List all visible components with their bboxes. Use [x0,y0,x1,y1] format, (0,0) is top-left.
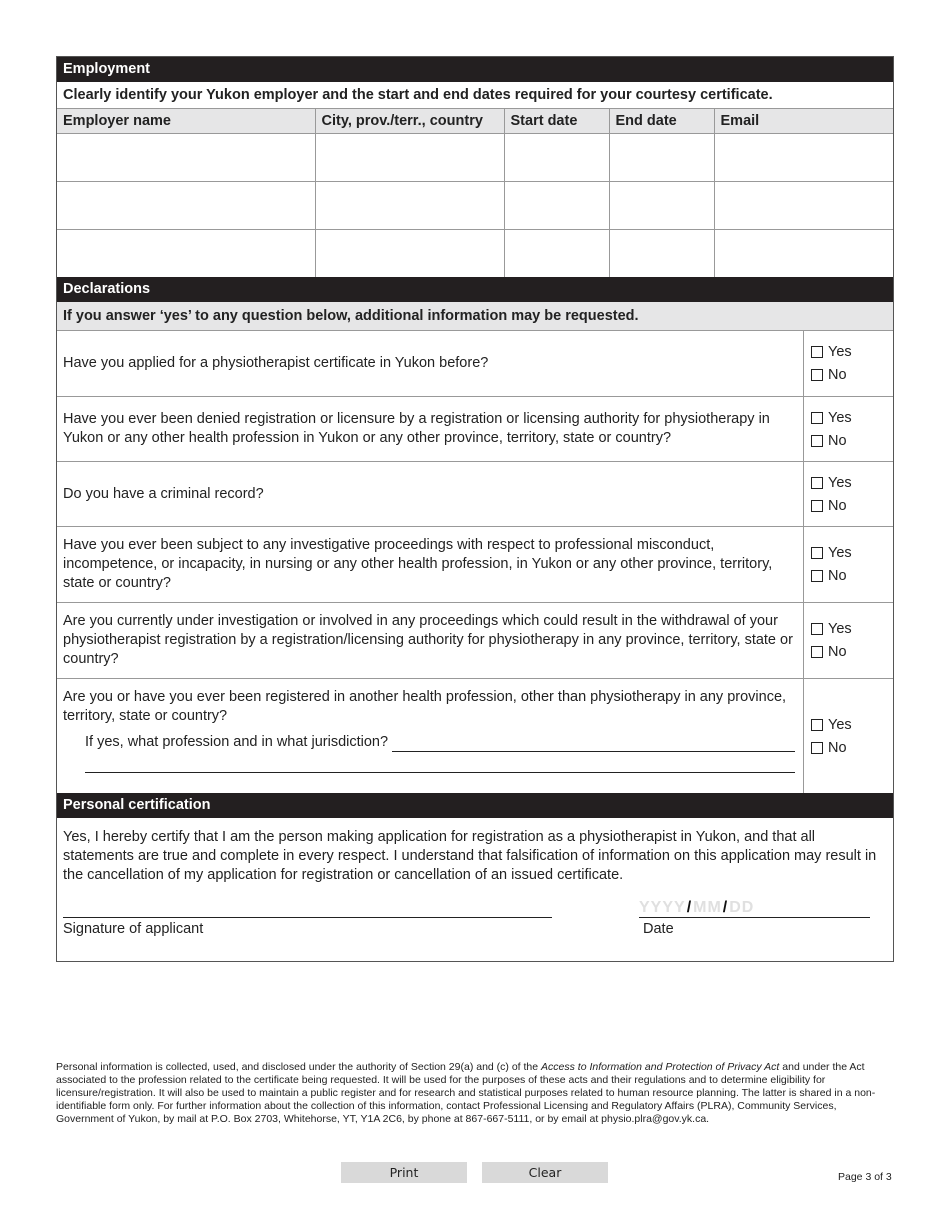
date-label: Date [643,921,674,937]
yes-label: Yes [828,621,852,637]
yes-label: Yes [828,716,852,733]
no-checkbox[interactable] [811,570,823,582]
no-label: No [828,432,847,449]
no-label: No [828,644,847,660]
no-label: No [828,497,847,514]
yes-option[interactable] [811,471,893,494]
city-field[interactable] [315,229,504,277]
employment-header: Employment [57,57,893,82]
end-date-field[interactable] [609,133,714,181]
end-date-field[interactable] [609,229,714,277]
employment-header-row [57,109,893,133]
no-option[interactable] [811,565,893,588]
employer-name-field[interactable] [57,133,315,181]
declaration-row-1 [57,331,893,396]
date-separator: / [686,899,693,916]
start-date-field[interactable] [504,229,609,277]
question-text: Have you ever been denied registration or licensure by a registration or licensing authority for physiotherapy in Yukon or any other health profession in Yukon or any other province, territory, state or country? [57,397,804,461]
end-date-field[interactable] [609,181,714,229]
table-row [57,229,893,277]
declaration-row-2 [57,396,893,461]
email-field[interactable] [714,229,893,277]
no-checkbox[interactable] [811,435,823,447]
declaration-row-3 [57,461,893,526]
column-start-date: Start date [504,109,609,133]
question-text: Do you have a criminal record? [57,462,804,526]
no-option[interactable] [811,364,893,387]
yes-option[interactable] [811,542,893,565]
declarations-instruction: If you answer ‘yes’ to any question below, additional information may be requested. [57,302,893,331]
employment-instruction: Clearly identify your Yukon employer and the start and end dates required for your courtesy certificate. [57,82,893,109]
yes-option[interactable] [811,618,893,641]
print-button[interactable]: Print [341,1162,467,1183]
question-cell [57,679,804,793]
yes-checkbox[interactable] [811,623,823,635]
no-label: No [828,367,847,383]
yes-option[interactable] [811,406,893,429]
followup-line [85,733,795,752]
question-text: Have you ever been subject to any investigative proceedings with respect to professional misconduct, incompetence, or incapacity, in nursing or any other health profession, in Yukon or any other province, territory, state or country? [57,527,804,602]
employment-table [57,109,893,277]
yes-checkbox[interactable] [811,477,823,489]
yes-checkbox[interactable] [811,547,823,559]
date-day-placeholder: DD [729,899,755,916]
no-checkbox[interactable] [811,742,823,754]
yes-label: Yes [828,474,852,491]
start-date-field[interactable] [504,133,609,181]
date-month-placeholder: MM [693,899,722,916]
no-option[interactable] [811,429,893,452]
no-option[interactable] [811,736,893,759]
question-text: Are you or have you ever been registered in another health profession, other than physiotherapy in any province, territory, state or country? [63,689,787,724]
date-year-placeholder: YYYY [639,899,686,916]
no-option[interactable] [811,641,893,664]
signature-field[interactable] [63,917,552,918]
yes-no-options [804,397,893,461]
city-field[interactable] [315,181,504,229]
followup-label: If yes, what profession and in what jurisdiction? [85,734,389,750]
certification-text: Yes, I hereby certify that I am the person making application for registration as a physiotherapist in Yukon, and that all statements are true and complete in every respect. I understand that falsification of information on this application may result in the cancellation of my application for registration or cancellation of an issued certificate. [63,829,877,883]
declaration-row-5 [57,602,893,678]
yes-option[interactable] [811,341,893,364]
privacy-text-2: and under the Act associated to the profession related to the certificate being requested. It will be used for the purposes of these acts and their regulations and to determine eligibility for licensure/registration. It will also be used to maintain a public register and for research and statistical purposes related to human resource planning. The latter is shared in a non-identifiable form only. For further information about the collection of this information, contact Professional Licensing and Regulatory Affairs (PLRA), Community Services, Government of Yukon, by mail at P.O. Box 2703, Whitehorse, YT, Y1A 2C6, by phone at 867-667-5111, or by email at physio.plra@gov.yk.ca. [56,1061,876,1125]
no-label: No [828,739,847,756]
yes-label: Yes [828,409,852,426]
employer-name-field[interactable] [57,181,315,229]
declarations-header: Declarations [57,277,893,302]
yes-no-options [804,462,893,526]
no-checkbox[interactable] [811,369,823,381]
yes-option[interactable] [811,713,893,736]
profession-jurisdiction-field[interactable] [392,737,795,752]
column-end-date: End date [609,109,714,133]
yes-label: Yes [828,344,852,360]
email-field[interactable] [714,133,893,181]
signature-area [57,885,893,961]
clear-button[interactable]: Clear [482,1162,608,1183]
column-employer-name: Employer name [57,109,315,133]
privacy-text-1: Personal information is collected, used, and disclosed under the authority of Section 29(a) and (c) of the [56,1061,542,1073]
question-text: Have you applied for a physiotherapist certificate in Yukon before? [57,331,804,396]
page-number: Page 3 of 3 [838,1171,892,1183]
employer-name-field[interactable] [57,229,315,277]
profession-jurisdiction-field-line-2[interactable] [85,772,795,773]
column-city: City, prov./terr., country [315,109,504,133]
privacy-notice [56,1061,896,1126]
yes-no-options [804,679,893,793]
question-text: Are you currently under investigation or involved in any proceedings which could result in the withdrawal of your physiotherapist registration by a registration/licensing authority for physiotherapy in any province, territory, state or country? [57,603,804,678]
yes-checkbox[interactable] [811,412,823,424]
privacy-act-name: Access to Information and Protection of Privacy Act [541,1061,780,1073]
email-field[interactable] [714,181,893,229]
table-row [57,133,893,181]
declaration-row-6 [57,678,893,793]
start-date-field[interactable] [504,181,609,229]
date-field[interactable] [639,899,870,918]
yes-label: Yes [828,545,852,561]
yes-no-options [804,527,893,602]
no-checkbox[interactable] [811,500,823,512]
table-row [57,181,893,229]
yes-checkbox[interactable] [811,719,823,731]
yes-checkbox[interactable] [811,346,823,358]
no-checkbox[interactable] [811,646,823,658]
form-container [56,56,894,962]
date-separator: / [722,899,729,916]
yes-no-options [804,603,893,678]
column-email: Email [714,109,893,133]
no-label: No [828,568,847,584]
no-option[interactable] [811,494,893,517]
signature-label: Signature of applicant [63,921,204,937]
yes-no-options [804,331,893,396]
certification-header: Personal certification [57,793,893,818]
city-field[interactable] [315,133,504,181]
declaration-row-4 [57,526,893,602]
